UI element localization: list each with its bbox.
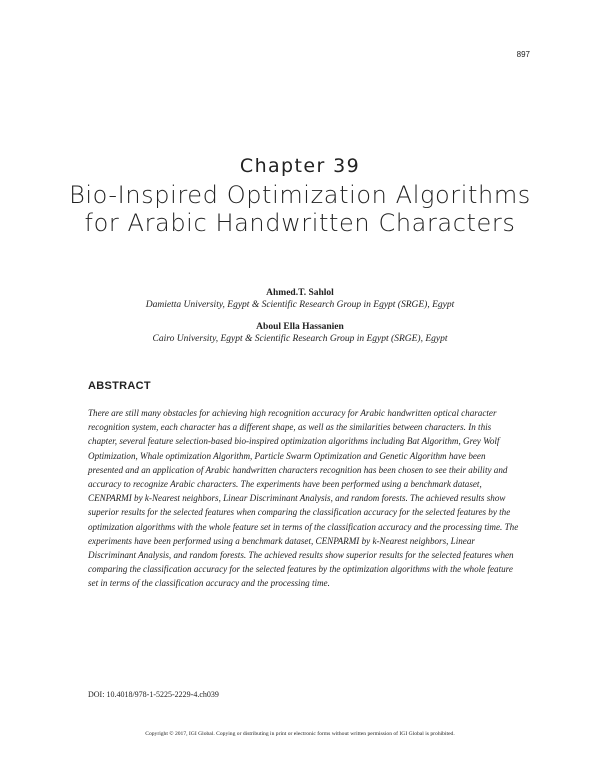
copyright-notice: Copyright © 2017, IGI Global. Copying or distributing in print or electronic forms without written permission of IGI Global is prohibited. — [145, 731, 455, 737]
chapter-label: Chapter 39 — [239, 155, 361, 177]
abstract-heading: ABSTRACT — [88, 380, 151, 392]
author-name: Ahmed.T. Sahlol — [266, 288, 334, 298]
author-block-1 — [60, 287, 540, 311]
author-name: Aboul Ella Hassanien — [256, 322, 344, 332]
doi: DOI: 10.4018/978-1-5225-2229-4.ch039 — [88, 690, 219, 699]
author-affiliation: Cairo University, Egypt & Scientific Research Group in Egypt (SRGE), Egypt — [152, 334, 448, 344]
author-block-2 — [60, 321, 540, 345]
page-number: 897 — [516, 50, 530, 59]
chapter-title: Bio-Inspired Optimization Algorithms for Arabic Handwritten Characters — [69, 181, 531, 237]
abstract-text: There are still many obstacles for achieving high recognition accuracy for Arabic handwritten optical character recognition system, each character has a different shape, as well as the similarities between characters. In this chapter, several feature selection-based bio-inspired optimization algorithms including Bat Algorithm, Grey Wolf Optimization, Whale optimization Algorithm, Particle Swarm Optimization and Genetic Algorithm have been presented and an application of Arabic handwritten characters recognition has been chosen to see their ability and accuracy to recognize Arabic characters. The experiments have been performed using a benchmark dataset, CENPARMI by k-Nearest neighbors, Linear Discriminant Analysis, and random forests. The achieved results show superior results for the selected features when comparing the classification accuracy for the selected features by the optimization algorithms with the whole feature set in terms of the classification accuracy and the processing time. The experiments have been performed using a benchmark dataset, CENPARMI by k-Nearest neighbors, Linear Discriminant Analysis, and random forests. The achieved results show superior results for the selected features when comparing the classification accuracy for the selected features by the optimization algorithms with the whole feature set in terms of the classification accuracy and the processing time. — [88, 408, 519, 589]
author-affiliation: Damietta University, Egypt & Scientific Research Group in Egypt (SRGE), Egypt — [145, 300, 455, 310]
